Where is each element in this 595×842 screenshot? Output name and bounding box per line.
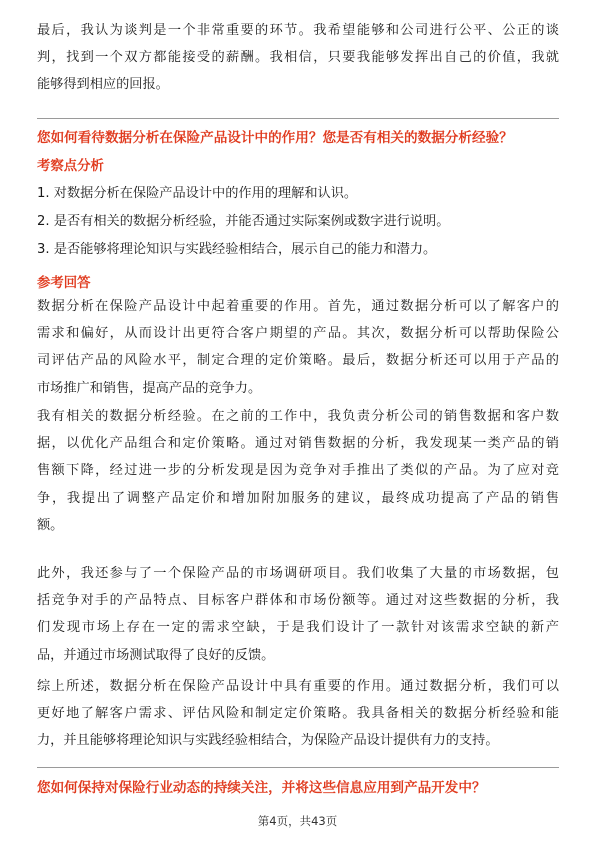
paragraph-line: 额。 — [37, 517, 64, 533]
question-title: 您如何保持对保险行业动态的持续关注，并将这些信息应用到产品开发中？ — [37, 780, 486, 796]
section-divider — [37, 118, 559, 119]
paragraph-line: 品，并通过市场测试取得了良好的反馈。 — [37, 647, 275, 663]
paragraph-line: 括竞争对手的产品特点、目标客户群体和市场份额等。通过对这些数据的分析，我 — [37, 593, 559, 609]
answer-paragraph — [37, 403, 559, 539]
paragraph-line: 判，找到一个双方都能接受的薪酬。我相信，只要我能够发挥出自己的价值，我就 — [37, 50, 559, 66]
paragraph-line: 争，我提出了调整产品定价和增加附加服务的建议，最终成功提高了产品的销售 — [37, 490, 559, 506]
paragraph-line: 我有相关的数据分析经验。在之前的工作中，我负责分析公司的销售数据和客户数 — [37, 409, 559, 424]
paragraph-line: 数据分析在保险产品设计中起着重要的作用。首先，通过数据分析可以了解客户的 — [37, 299, 559, 314]
paragraph-line: 力，并且能够将理论知识与实践经验相结合，为保险产品设计提供有力的支持。 — [37, 733, 499, 749]
exam-points-heading: 考察点分析 — [37, 159, 104, 174]
exam-point-item: 3. 是否能够将理论知识与实践经验相结合，展示自己的能力和潜力。 — [37, 242, 437, 257]
page-number: 第4页，共43页 — [257, 814, 338, 828]
answer-paragraph — [37, 560, 559, 669]
answer-heading: 参考回答 — [37, 276, 91, 291]
intro-paragraph — [37, 17, 559, 99]
paragraph-line: 综上所述，数据分析在保险产品设计中具有重要的作用。通过数据分析，我们可以 — [37, 679, 559, 694]
paragraph-line: 售额下降，经过进一步的分析发现是因为竞争对手推出了类似的产品。为了应对竞 — [37, 463, 559, 479]
paragraph-line: 市场推广和销售，提高产品的竞争力。 — [37, 380, 262, 396]
question-title: 您如何看待数据分析在保险产品设计中的作用？您是否有相关的数据分析经验？ — [37, 130, 513, 146]
exam-point-item: 2. 是否有相关的数据分析经验，并能否通过实际案例或数字进行说明。 — [37, 214, 450, 229]
paragraph-line: 更好地了解客户需求、评估风险和制定定价策略。我具备相关的数据分析经验和能 — [37, 706, 559, 722]
paragraph-line: 司评估产品的风险水平，制定合理的定价策略。最后，数据分析还可以用于产品的 — [37, 353, 559, 369]
paragraph-line: 能够得到相应的回报。 — [37, 77, 169, 93]
paragraph-line: 此外，我还参与了一个保险产品的市场调研项目。我们收集了大量的市场数据，包 — [37, 566, 559, 581]
answer-paragraph — [37, 673, 559, 755]
paragraph-line: 需求和偏好，从而设计出更符合客户期望的产品。其次，数据分析可以帮助保险公 — [37, 326, 559, 342]
paragraph-line: 据，以优化产品组合和定价策略。通过对销售数据的分析，我发现某一类产品的销 — [37, 436, 559, 452]
answer-paragraph — [37, 293, 559, 402]
paragraph-line: 们发现市场上存在一定的需求空缺，于是我们设计了一款针对该需求空缺的新产 — [37, 620, 559, 636]
exam-point-item: 1. 对数据分析在保险产品设计中的作用的理解和认识。 — [37, 186, 358, 201]
section-divider — [37, 767, 559, 768]
paragraph-line: 最后，我认为谈判是一个非常重要的环节。我希望能够和公司进行公平、公正的谈 — [37, 23, 559, 38]
